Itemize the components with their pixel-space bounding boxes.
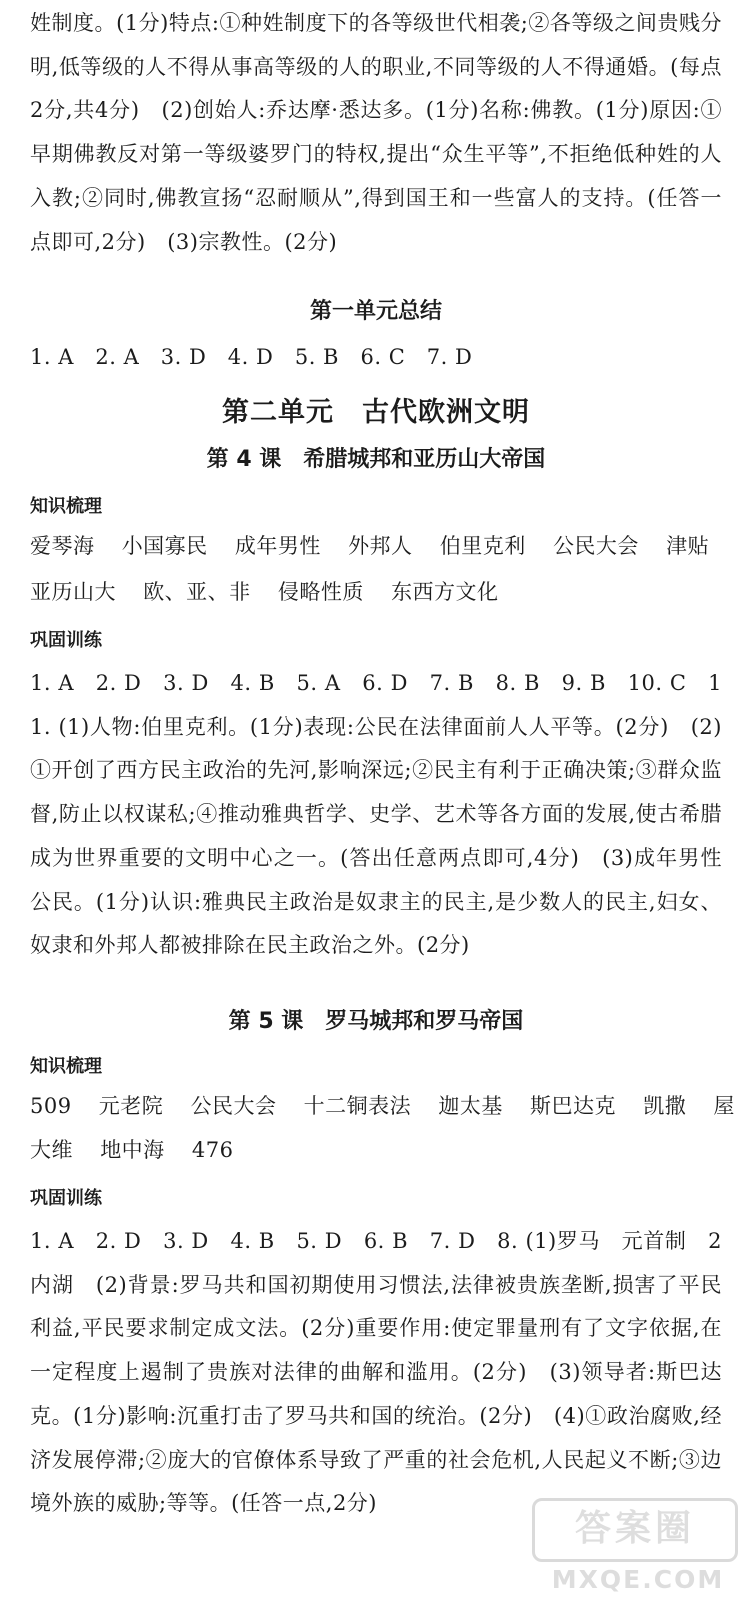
- unit1-summary-title: 第一单元总结: [309, 299, 442, 324]
- lesson5-practice-label: 巩固训练: [30, 1188, 102, 1209]
- lesson5-knowledge-label: 知识梳理: [30, 1056, 102, 1077]
- term: 亚历山大: [30, 580, 116, 604]
- site-watermark: [538, 1498, 738, 1594]
- term: 509: [30, 1094, 72, 1118]
- top-answer-paragraph: 姓制度。(1分)特点:①种姓制度下的各等级世代相袭;②各等级之间贵贱分明,低等级的人不得从事高等级的人的职业,不同等级的人不得通婚。(每点2分,共4分) (2)创始人:乔达摩·悉达多。(1分)名称:佛教。(1分)原因:①早期佛教反对第一等级婆罗门的特权,提出“众生平等”,不拒绝低种姓的人入教;②同时,佛教宣扬“忍耐顺从”,得到国王和一些富人的支持。(任答一点即可,2分) (3)宗教性。(2分): [30, 11, 722, 254]
- lesson4-practice-label: 巩固训练: [30, 630, 102, 651]
- term: 屋: [713, 1094, 735, 1118]
- term: 地中海: [100, 1138, 165, 1162]
- term: 津贴: [666, 534, 710, 558]
- term: 斯巴达克: [530, 1094, 617, 1118]
- term: 凯撒: [643, 1094, 687, 1118]
- lesson5-practice-answers: 1. A 2. D 3. D 4. B 5. D 6. B 7. D 8. (1)罗马 元首制 2 内湖 (2)背景:罗马共和国初期使用习惯法,法律被贵族垄断,损害了平民利益,平民要求制定成文法。(2分)重要作用:使定罪量刑有了文字依据,在一定程度上遏制了贵族对法律的曲解和滥用。(2分) (3)领导者:斯巴达克。(1分)影响:沉重打击了罗马共和国的统治。(2分) (4)①政治腐败,经济发展停滞;②庞大的官僚体系导致了严重的社会危机,人民起义不断;③边境外族的威胁;等等。(任答一点,2分): [30, 1229, 744, 1516]
- term: 十二铜表法: [303, 1094, 412, 1118]
- term: 公民大会: [552, 534, 639, 558]
- term: 东西方文化: [391, 580, 499, 604]
- unit1-summary-answers: 1. A 2. A 3. D 4. D 5. B 6. C 7. D: [30, 345, 473, 369]
- term: 476: [191, 1138, 234, 1162]
- term: 元老院: [98, 1094, 164, 1118]
- term: 小国寡民: [121, 534, 208, 558]
- lesson5-title: 第 5 课 罗马城邦和罗马帝国: [228, 1009, 524, 1034]
- lesson4-practice-answers: 1. A 2. D 3. D 4. B 5. A 6. D 7. B 8. B 9. B 10. C 11. (1)人物:伯里克利。(1分)表现:公民在法律面前人人平等。(2分) (2)①开创了西方民主政治的先河,影响深远;②民主有利于正确决策;③群众监督,防止以权谋私;④推动雅典哲学、史学、艺术等各方面的发展,使古希腊成为世界重要的文明中心之一。(答出任意两点即可,4分) (3)成年男性公民。(1分)认识:雅典民主政治是奴隶主的民主,是少数人的民主,妇女、奴隶和外邦人都被排除在民主政治之外。(2分): [30, 671, 722, 958]
- lesson4-title: 第 4 课 希腊城邦和亚历山大帝国: [206, 447, 546, 472]
- term: 公民大会: [190, 1094, 277, 1118]
- term: 爱琴海: [30, 534, 95, 558]
- term: 外邦人: [348, 534, 413, 558]
- term: 大维: [30, 1138, 73, 1162]
- term: 欧、亚、非: [143, 580, 251, 604]
- term: 成年男性: [234, 534, 321, 558]
- watermark-logo: 答案圈: [532, 1498, 738, 1562]
- term: 侵略性质: [277, 580, 364, 604]
- lesson5-knowledge-terms-row2: [30, 1134, 730, 1164]
- term: 迦太基: [438, 1094, 503, 1118]
- lesson4-knowledge-label: 知识梳理: [30, 496, 102, 517]
- lesson4-knowledge-terms-row2: [30, 576, 730, 606]
- term: 伯里克利: [439, 534, 526, 558]
- lesson5-knowledge-terms-row1: [30, 1090, 735, 1120]
- watermark-url: MXQE.COM: [551, 1565, 725, 1594]
- lesson4-knowledge-terms-row1: [30, 530, 730, 560]
- unit2-title: 第二单元 古代欧洲文明: [222, 397, 530, 428]
